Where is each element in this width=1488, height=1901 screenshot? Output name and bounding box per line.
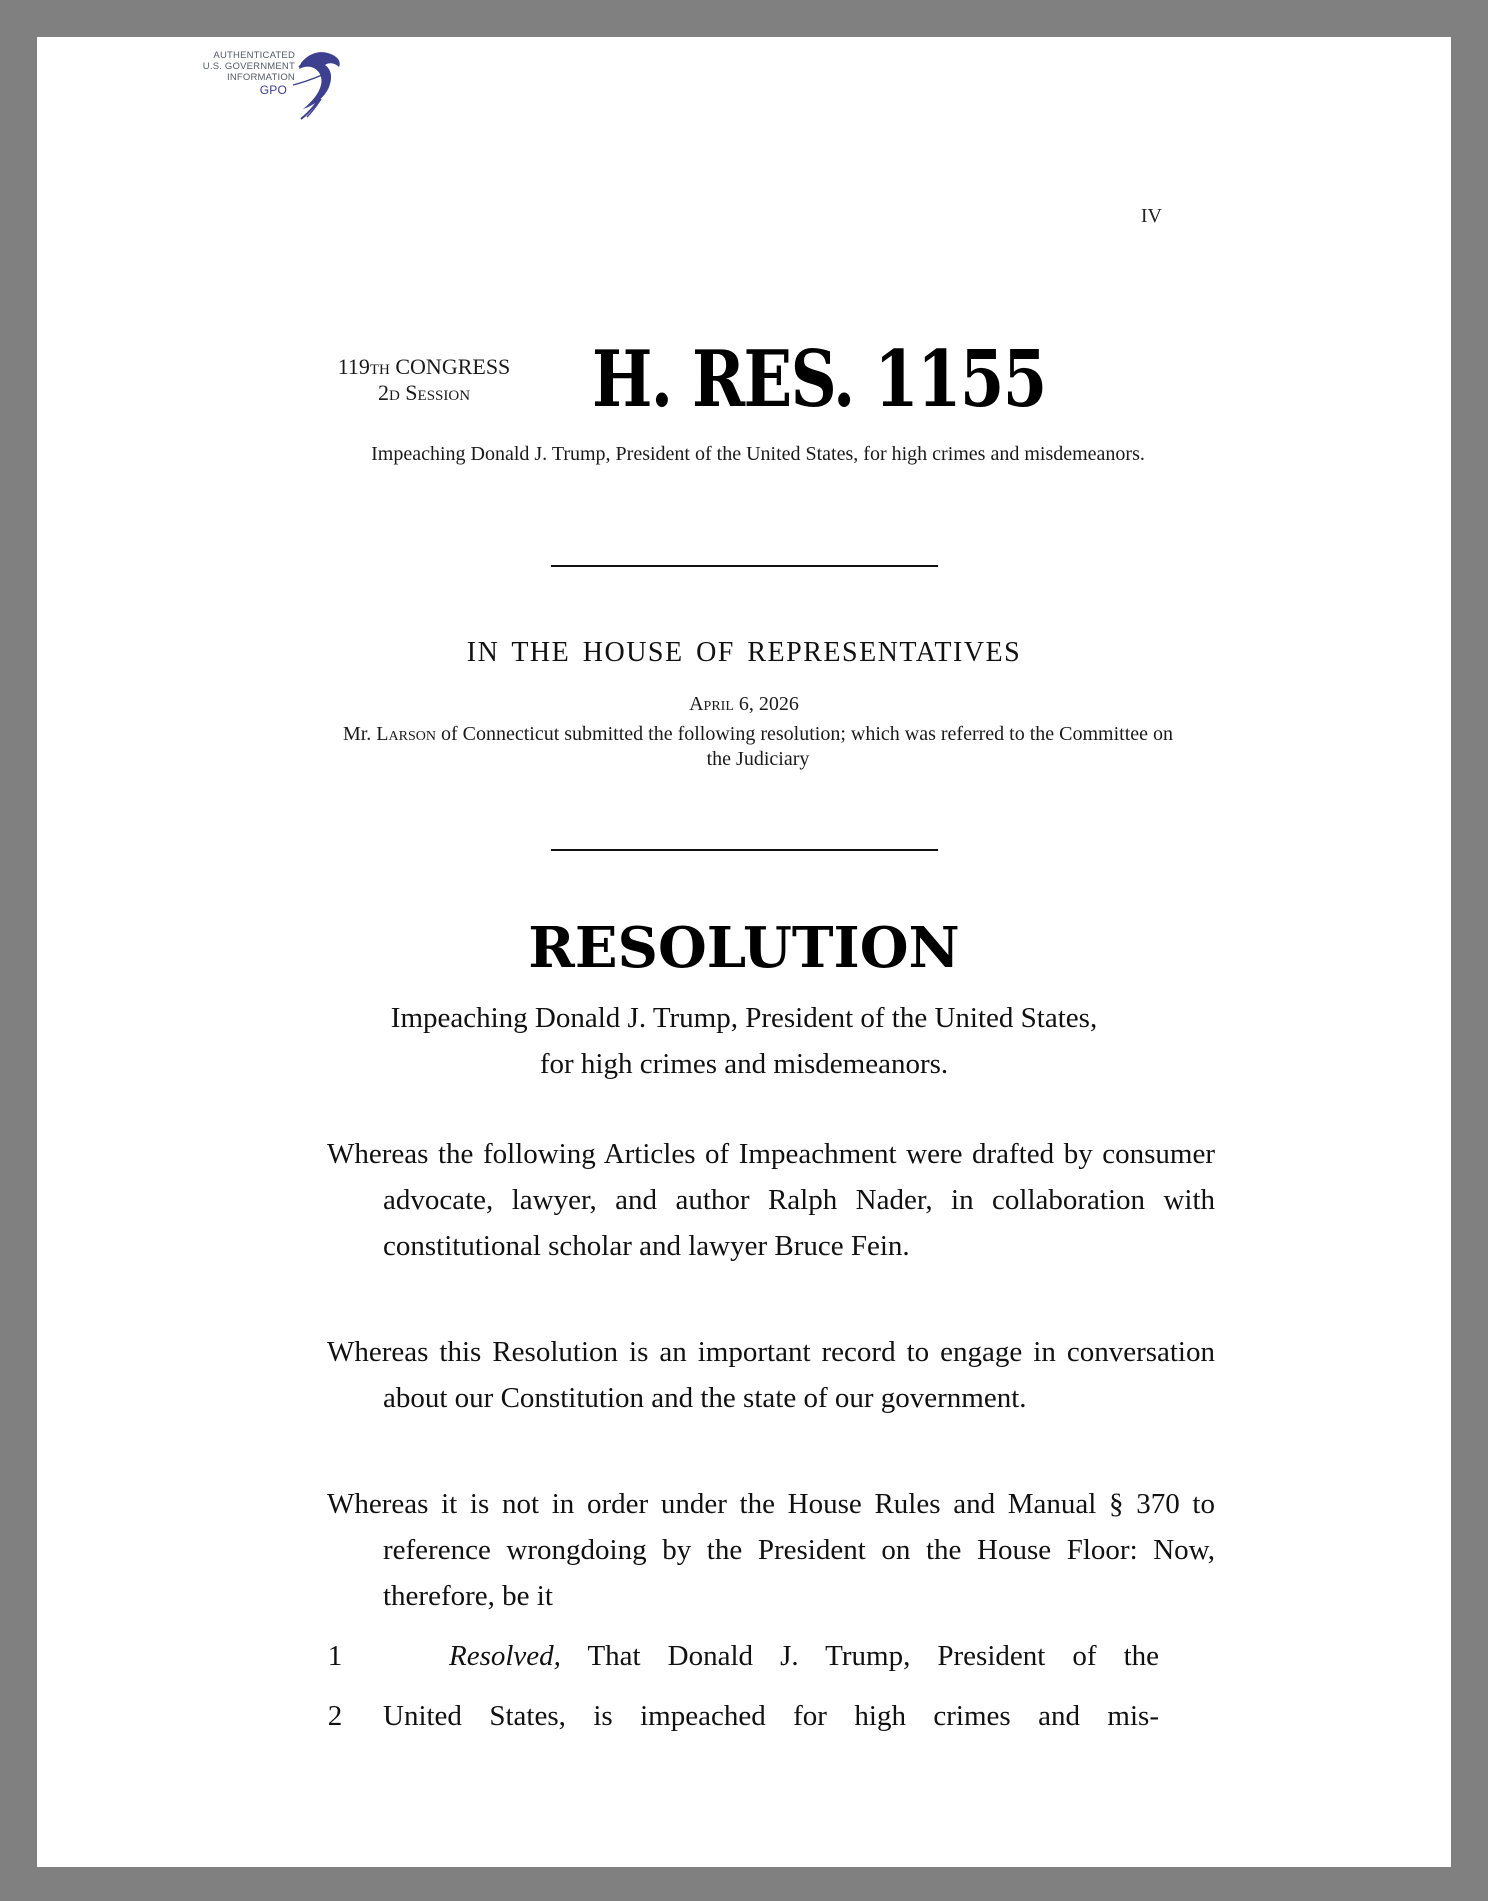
page-label: IV	[1140, 205, 1162, 227]
gpo-logo-text	[155, 50, 295, 96]
divider-rule	[551, 565, 938, 567]
introduced-date: April 6, 2026	[689, 693, 799, 715]
congress-session-block	[324, 354, 524, 406]
short-title: Impeaching Donald J. Trump, President of the United States, for high crimes and misdemeanors.	[371, 443, 1145, 465]
sponsor-name: Larson	[376, 723, 436, 745]
line-text: Resolved, That Donald J. Trump, President of the	[449, 1640, 1160, 1672]
whereas-clause: Whereas it is not in order under the House Rules and Manual § 370 to reference wrongdoing by the President on the House Floor: Now, therefore, be it	[327, 1488, 1215, 1612]
sponsor-statement	[337, 722, 1179, 772]
session-label: 2d Session	[377, 380, 471, 405]
numbered-line	[327, 1633, 1159, 1693]
line-text: United States, is impeached for high crimes and mis-	[383, 1700, 1159, 1732]
line-number: 1	[327, 1640, 343, 1672]
gpo-logo-line-3: INFORMATION	[227, 72, 295, 83]
document-page	[37, 37, 1451, 1867]
bill-number: H. RES. 1155	[592, 334, 1046, 425]
whereas-clause: Whereas this Resolution is an important record to engage in conversation about our Constitution and the state of our government.	[327, 1336, 1215, 1414]
gpo-authenticated-logo	[155, 47, 355, 127]
whereas-clause: Whereas the following Articles of Impeachment were drafted by consumer advocate, lawyer, and author Ralph Nader, in collaboration with constitutional scholar and lawyer Bruce Fein.	[327, 1138, 1215, 1262]
sponsor-rest: of Connecticut submitted the following resolution; which was referred to the Committee on the Judiciary	[440, 723, 1174, 770]
resolved-clause	[327, 1633, 1159, 1753]
resolution-subtitle: Impeaching Donald J. Trump, President of the United States, for high crimes and misdemeanors.	[390, 1002, 1098, 1080]
gpo-logo-line-1: AUTHENTICATED	[213, 50, 295, 61]
resolution-heading: RESOLUTION	[528, 915, 960, 981]
sponsor-prefix: Mr.	[342, 723, 372, 745]
numbered-line	[327, 1693, 1159, 1753]
resolved-lead: Resolved,	[449, 1640, 561, 1672]
line-number: 2	[327, 1700, 343, 1732]
divider-rule	[551, 849, 938, 851]
gpo-logo-line-2: U.S. GOVERNMENT	[202, 61, 295, 72]
congress-label: 119th CONGRESS	[337, 354, 511, 379]
gpo-mark: GPO	[259, 83, 287, 97]
chamber-heading: IN THE HOUSE OF REPRESENTATIVES	[466, 637, 1022, 668]
bill-header	[37, 312, 1451, 425]
eagle-icon	[287, 47, 343, 123]
